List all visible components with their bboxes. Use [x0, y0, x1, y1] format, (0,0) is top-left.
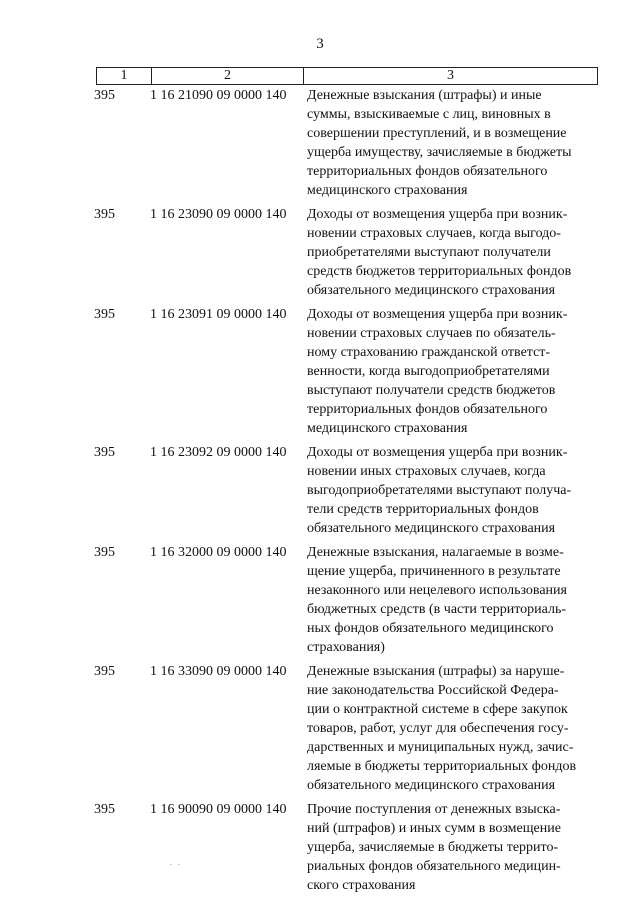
revenue-name-line: территориальных фондов обязательного: [307, 164, 548, 179]
revenue-name-line: медицинского страхования: [307, 421, 468, 436]
revenue-name-line: ции о контрактной системе в сфере закупок: [307, 702, 568, 717]
table-header: [96, 67, 598, 85]
admin-code: 395: [94, 545, 115, 560]
table-row: [88, 800, 608, 895]
revenue-name-line: обязательного медицинского страхования: [307, 283, 556, 298]
revenue-name: [304, 443, 607, 538]
budget-classification-code: 1 16 32000 09 0000 140: [150, 545, 287, 560]
budget-classification-code: 1 16 33090 09 0000 140: [150, 664, 287, 679]
scan-artifact: . .: [170, 858, 182, 867]
revenue-name-line: Денежные взыскания, налагаемые в возме-: [307, 545, 564, 560]
revenue-name-line: приобретателями выступают получатели: [307, 245, 551, 260]
revenue-name-line: выступают получатели средств бюджетов: [307, 383, 556, 398]
revenue-name-line: страхования): [307, 640, 385, 655]
revenue-name-line: суммы, взыскиваемые с лиц, виновных в: [307, 107, 551, 122]
header-col-2: 2: [152, 68, 304, 84]
revenue-name-line: ляемые в бюджеты территориальных фондов: [307, 759, 577, 774]
revenue-name-line: выгодоприобретателями выступают получа-: [307, 483, 572, 498]
revenue-name: [304, 205, 607, 300]
revenue-name: [304, 305, 607, 438]
revenue-name-line: ущерба, зачисляемые в бюджеты террито-: [307, 840, 559, 855]
revenue-name-line: Доходы от возмещения ущерба при возник-: [307, 207, 568, 222]
revenue-name: [304, 662, 607, 795]
admin-code: 395: [94, 88, 115, 103]
page-number: 3: [316, 36, 324, 52]
revenue-name-line: Прочие поступления от денежных взыска-: [307, 802, 561, 817]
revenue-name-line: ние законодательства Российской Федера-: [307, 683, 559, 698]
revenue-name-line: медицинского страхования: [307, 183, 468, 198]
admin-code: 395: [94, 664, 115, 679]
header-col-1: 1: [97, 68, 152, 84]
revenue-name: [304, 800, 607, 895]
revenue-name-line: средств бюджетов территориальных фондов: [307, 264, 572, 279]
revenue-name-line: товаров, работ, услуг для обеспечения госу-: [307, 721, 569, 736]
table-row: [88, 305, 608, 438]
revenue-name: [304, 543, 607, 657]
revenue-name: [304, 86, 607, 200]
revenue-name-line: ского страхования: [307, 878, 416, 893]
revenue-name-line: венности, когда выгодоприобретателями: [307, 364, 550, 379]
revenue-name-line: бюджетных средств (в части территориаль-: [307, 602, 566, 617]
budget-classification-code: 1 16 23091 09 0000 140: [150, 307, 287, 322]
revenue-name-line: Доходы от возмещения ущерба при возник-: [307, 307, 568, 322]
revenue-name-line: совершении преступлений, и в возмещение: [307, 126, 567, 141]
admin-code: 395: [94, 307, 115, 322]
revenue-name-line: тели средств территориальных фондов: [307, 502, 539, 517]
revenue-name-line: ных фондов обязательного медицинского: [307, 621, 554, 636]
revenue-name-line: незаконного или нецелевого использования: [307, 583, 567, 598]
table-row: [88, 205, 608, 300]
table-row: [88, 543, 608, 657]
revenue-name-line: новении иных страховых случаев, когда: [307, 464, 546, 479]
table-row: [88, 662, 608, 795]
revenue-name-line: Денежные взыскания (штрафы) и иные: [307, 88, 542, 103]
table-row: [88, 443, 608, 538]
admin-code: 395: [94, 207, 115, 222]
revenue-name-line: новении страховых случаев по обязатель-: [307, 326, 556, 341]
revenue-name-line: ний (штрафов) и иных сумм в возмещение: [307, 821, 561, 836]
revenue-name-line: Доходы от возмещения ущерба при возник-: [307, 445, 568, 460]
table-body: [88, 86, 608, 900]
header-col-3: 3: [447, 68, 454, 83]
revenue-name-line: щение ущерба, причиненного в результате: [307, 564, 561, 579]
revenue-name-line: обязательного медицинского страхования: [307, 778, 556, 793]
revenue-name-line: дарственных и муниципальных нужд, зачис-: [307, 740, 574, 755]
budget-classification-code: 1 16 21090 09 0000 140: [150, 88, 287, 103]
admin-code: 395: [94, 802, 115, 817]
revenue-name-line: ущерба имуществу, зачисляемые в бюджеты: [307, 145, 572, 160]
revenue-name-line: обязательного медицинского страхования: [307, 521, 556, 536]
revenue-name-line: риальных фондов обязательного медицин-: [307, 859, 561, 874]
budget-classification-code: 1 16 23092 09 0000 140: [150, 445, 287, 460]
revenue-name-line: территориальных фондов обязательного: [307, 402, 548, 417]
budget-classification-code: 1 16 90090 09 0000 140: [150, 802, 287, 817]
admin-code: 395: [94, 445, 115, 460]
revenue-name-line: Денежные взыскания (штрафы) за наруше-: [307, 664, 565, 679]
table-row: [88, 86, 608, 200]
revenue-name-line: новении страховых случаев, когда выгодо-: [307, 226, 561, 241]
revenue-name-line: ному страхованию гражданской ответст-: [307, 345, 551, 360]
budget-classification-code: 1 16 23090 09 0000 140: [150, 207, 287, 222]
